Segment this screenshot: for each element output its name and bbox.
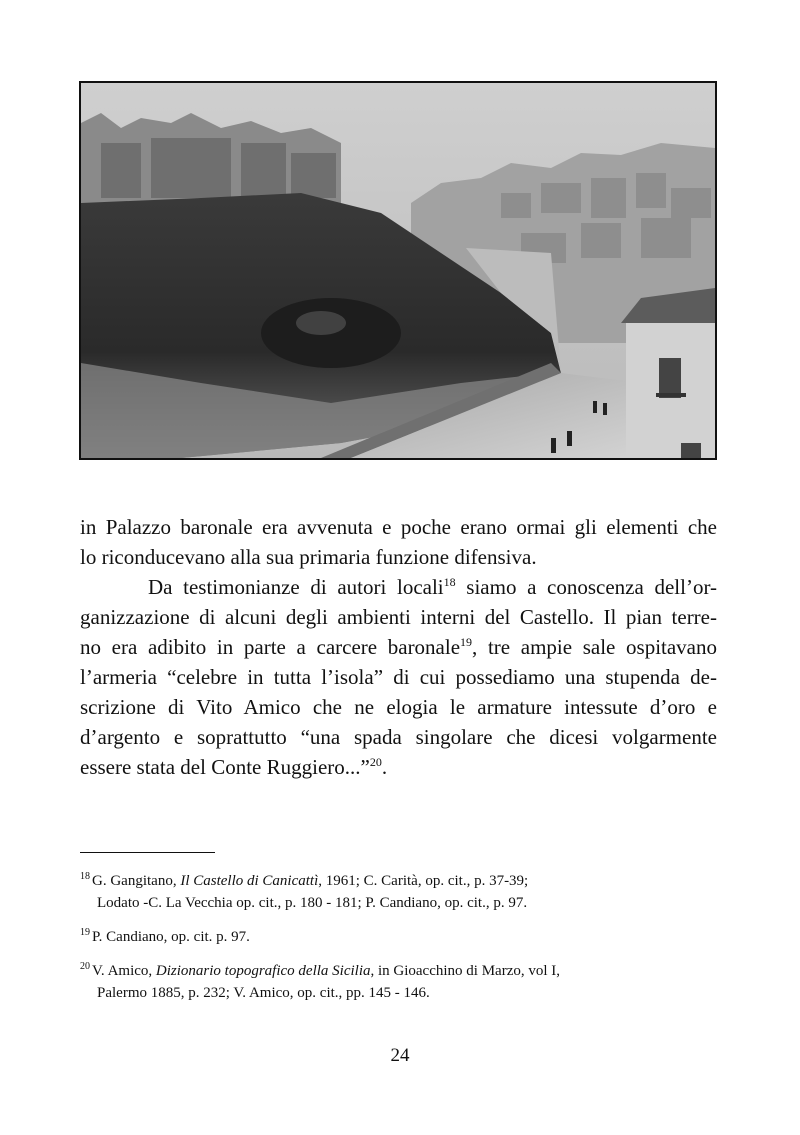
footnote-number: 20 xyxy=(80,961,90,972)
paragraph-2 xyxy=(80,572,717,782)
paragraph-2-line-5: scrizione di Vito Amico che ne elogia le armature intessute d’oro e xyxy=(80,695,717,719)
text-run: essere stata del Conte Ruggiero...” xyxy=(80,755,370,779)
text-run: , tre ampie sale ospitavano xyxy=(472,635,718,659)
text-run: , 1961; C. Carità, op. cit., p. 37-39; xyxy=(318,873,529,889)
page-number: 24 xyxy=(390,1045,410,1066)
text-run: siamo a conoscenza dell’or- xyxy=(455,575,718,599)
text-run: G. Gangitano, xyxy=(92,873,181,889)
footnote-18 xyxy=(80,870,720,914)
paragraph-2-line-7 xyxy=(80,752,717,782)
footnote-continuation: Palermo 1885, p. 232; V. Amico, op. cit., pp. 145 - 146. xyxy=(97,985,430,1001)
text-run: , in Gioacchino di Marzo, vol I, xyxy=(370,963,561,979)
paragraph-1 xyxy=(80,512,717,572)
text-run: . xyxy=(381,755,388,779)
text-run: V. Amico, xyxy=(92,963,156,979)
footnote-20 xyxy=(80,960,720,1004)
text-run: no era adibito in parte a carcere baronale xyxy=(80,635,461,659)
historical-photograph xyxy=(79,81,717,460)
footnote-19 xyxy=(80,926,720,948)
citation-title: Il Castello di Canicattì xyxy=(180,873,319,889)
paragraph-2-line-6: d’argento e soprattutto “una spada singolare che dicesi volgarmente xyxy=(80,725,717,749)
footnote-number: 18 xyxy=(80,871,90,882)
footnote-number: 19 xyxy=(80,927,90,938)
footnotes xyxy=(80,870,720,1016)
paragraph-1-line-1: in Palazzo baronale era avvenuta e poche erano ormai gli elementi che xyxy=(80,515,717,539)
paragraph-1-line-2: lo riconducevano alla sua primaria funzione difensiva. xyxy=(80,545,537,569)
text-run: Da testimonianze di autori locali xyxy=(148,575,444,599)
text-run: P. Candiano, op. cit. p. 97. xyxy=(92,929,250,945)
footnote-ref-18[interactable]: 18 xyxy=(443,575,456,589)
footnote-separator xyxy=(80,852,215,853)
paragraph-2-line-2: ganizzazione di alcuni degli ambienti interni del Castello. Il pian terre- xyxy=(80,605,717,629)
footnote-ref-20[interactable]: 20 xyxy=(369,755,382,769)
castle-street-photo-illustration xyxy=(81,83,715,458)
paragraph-2-line-3 xyxy=(80,632,717,662)
paragraph-2-line-1 xyxy=(80,572,717,602)
paragraph-2-line-4: l’armeria “celebre in tutta l’isola” di cui possediamo una stupenda de- xyxy=(80,665,717,689)
body-text xyxy=(80,512,717,782)
footnote-continuation: Lodato -C. La Vecchia op. cit., p. 180 - 181; P. Candiano, op. cit., p. 97. xyxy=(97,895,528,911)
citation-title: Dizionario topografico della Sicilia xyxy=(155,963,371,979)
footnote-ref-19[interactable]: 19 xyxy=(460,635,473,649)
